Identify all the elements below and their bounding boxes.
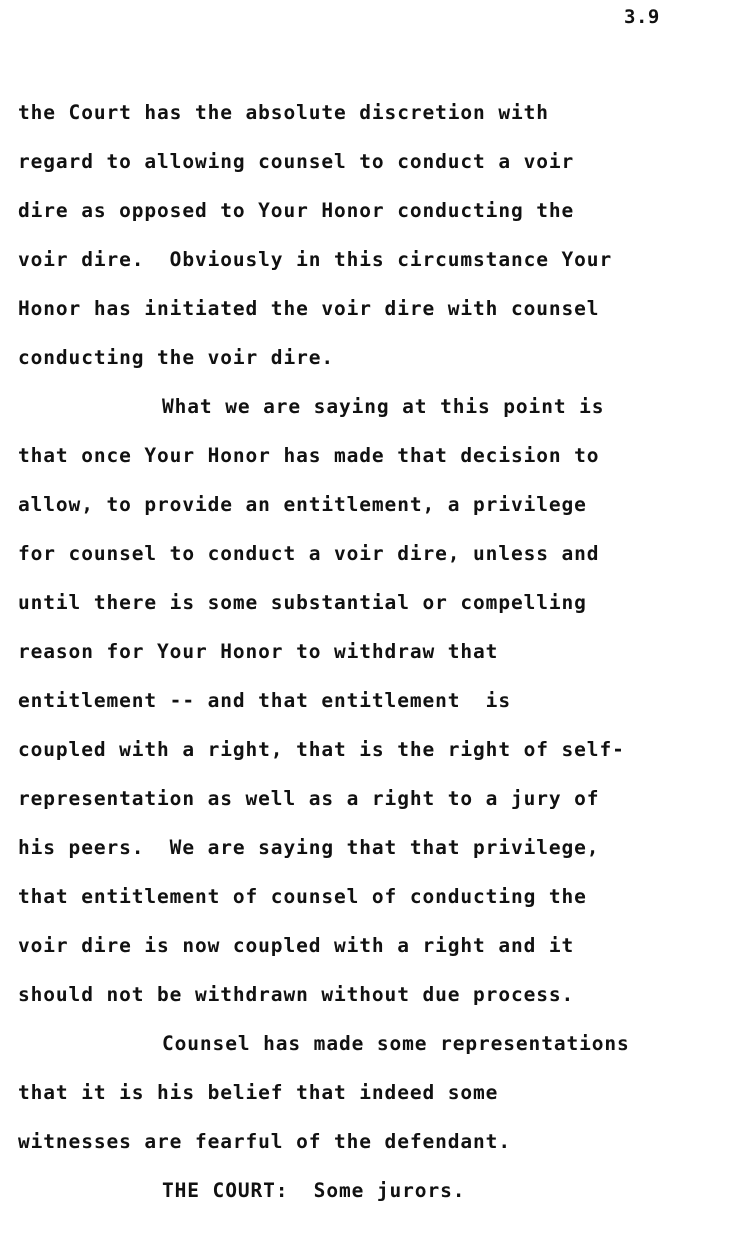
transcript-line: entitlement -- and that entitlement is — [18, 689, 511, 712]
transcript-line: allow, to provide an entitlement, a privilege — [18, 493, 587, 516]
transcript-line: the Court has the absolute discretion with — [18, 101, 549, 124]
transcript-line: Counsel has made some representations — [162, 1032, 630, 1055]
transcript-line: should not be withdrawn without due process. — [18, 983, 575, 1006]
transcript-line: witnesses are fearful of the defendant. — [18, 1130, 511, 1153]
transcript-line: regard to allowing counsel to conduct a voir — [18, 150, 575, 173]
transcript-line: that it is his belief that indeed some — [18, 1081, 499, 1104]
transcript-line: dire as opposed to Your Honor conducting the — [18, 199, 575, 222]
transcript-line: voir dire. Obviously in this circumstance Your — [18, 248, 613, 271]
transcript-line: that entitlement of counsel of conducting the — [18, 885, 587, 908]
transcript-line: conducting the voir dire. — [18, 346, 334, 369]
transcript-line: voir dire is now coupled with a right and it — [18, 934, 575, 957]
transcript-line: that once Your Honor has made that decision to — [18, 444, 600, 467]
transcript-line: THE COURT: Some jurors. — [162, 1179, 466, 1202]
transcript-line: until there is some substantial or compelling — [18, 591, 587, 614]
page-number: 3.9 — [624, 6, 660, 28]
transcript-line: for counsel to conduct a voir dire, unless and — [18, 542, 600, 565]
transcript-line: Honor has initiated the voir dire with counsel — [18, 297, 600, 320]
transcript-body — [18, 98, 738, 1225]
transcript-line: What we are saying at this point is — [162, 395, 605, 418]
transcript-line: reason for Your Honor to withdraw that — [18, 640, 499, 663]
transcript-line: his peers. We are saying that that privilege, — [18, 836, 600, 859]
transcript-line: representation as well as a right to a jury of — [18, 787, 600, 810]
transcript-line: coupled with a right, that is the right of self- — [18, 738, 625, 761]
